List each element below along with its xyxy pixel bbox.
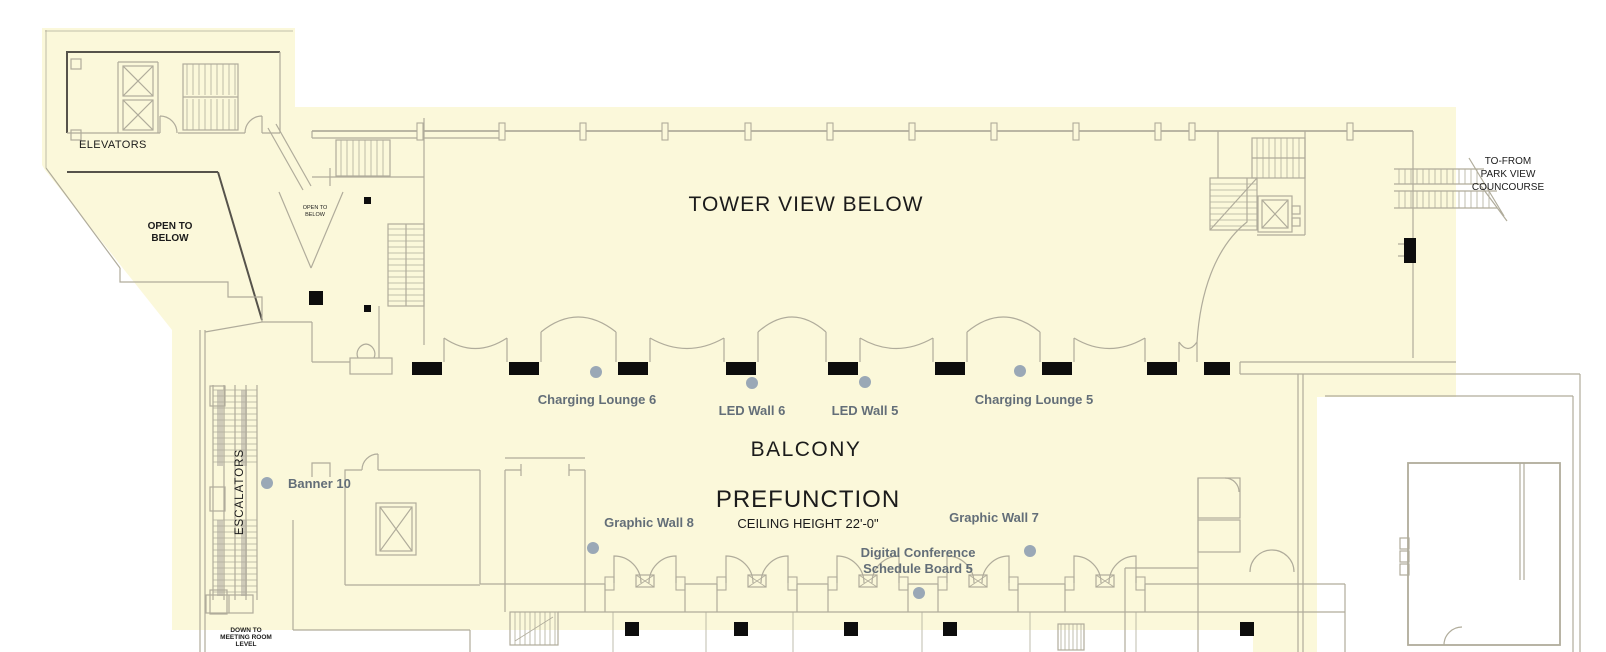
open-to-below-label	[148, 221, 193, 245]
digital-board-5-marker-dot[interactable]	[913, 587, 925, 599]
charging-lounge-5-marker-dot[interactable]	[1014, 365, 1026, 377]
banner-10-label[interactable]: Banner 10	[288, 476, 351, 491]
balcony-label: BALCONY	[750, 438, 862, 461]
led-wall-6-label[interactable]: LED Wall 6	[718, 403, 786, 418]
elevators-label: ELEVATORS	[79, 139, 147, 151]
concourse-exit-line: PARK VIEW	[1480, 169, 1536, 180]
graphic-wall-7-label[interactable]: Graphic Wall 7	[949, 510, 1039, 525]
tower-view-label: TOWER VIEW BELOW	[688, 193, 924, 216]
banner-10-marker-dot[interactable]	[261, 477, 273, 489]
led-wall-5-marker-dot[interactable]	[859, 376, 871, 388]
column-marker	[309, 291, 323, 305]
open-to-below-small-label	[303, 205, 328, 218]
open-to-below-small-line: OPEN TO	[302, 205, 328, 211]
escalators-label: ESCALATORS	[234, 448, 246, 536]
charging-lounge-6-marker-dot[interactable]	[590, 366, 602, 378]
prefunction-label: PREFUNCTION	[715, 486, 901, 513]
graphic-wall-8-label[interactable]: Graphic Wall 8	[604, 515, 694, 530]
digital-board-5-line[interactable]: Digital Conference	[860, 545, 976, 560]
graphic-wall-8-marker-dot[interactable]	[587, 542, 599, 554]
graphic-wall-7-marker-dot[interactable]	[1024, 545, 1036, 557]
highlighted-level-region	[42, 28, 1456, 652]
ceiling-height-label: CEILING HEIGHT 22'-0"	[737, 516, 879, 531]
charging-lounge-5-label[interactable]: Charging Lounge 5	[974, 392, 1094, 407]
digital-board-5-label[interactable]	[861, 545, 976, 577]
open-to-below-small-line: BELOW	[305, 211, 325, 218]
concourse-exit-line: TO-FROM	[1484, 156, 1532, 167]
led-wall-6-marker-dot[interactable]	[746, 377, 758, 389]
open-to-below-line: BELOW	[151, 233, 189, 244]
concourse-exit-line: COUNCOURSE	[1471, 182, 1545, 193]
open-to-below-line: OPEN TO	[147, 221, 193, 232]
door-marker	[1404, 238, 1416, 263]
digital-board-5-line[interactable]: Schedule Board 5	[863, 561, 973, 576]
down-to-meeting-label	[220, 627, 272, 648]
down-to-meeting-line: LEVEL	[235, 641, 257, 648]
right-rooms	[1325, 374, 1580, 652]
led-wall-5-label[interactable]: LED Wall 5	[831, 403, 899, 418]
down-to-meeting-line: MEETING ROOM	[220, 634, 272, 641]
down-to-meeting-line: DOWN TO	[230, 627, 262, 634]
charging-lounge-6-label[interactable]: Charging Lounge 6	[537, 392, 657, 407]
concourse-exit-label	[1472, 155, 1544, 194]
